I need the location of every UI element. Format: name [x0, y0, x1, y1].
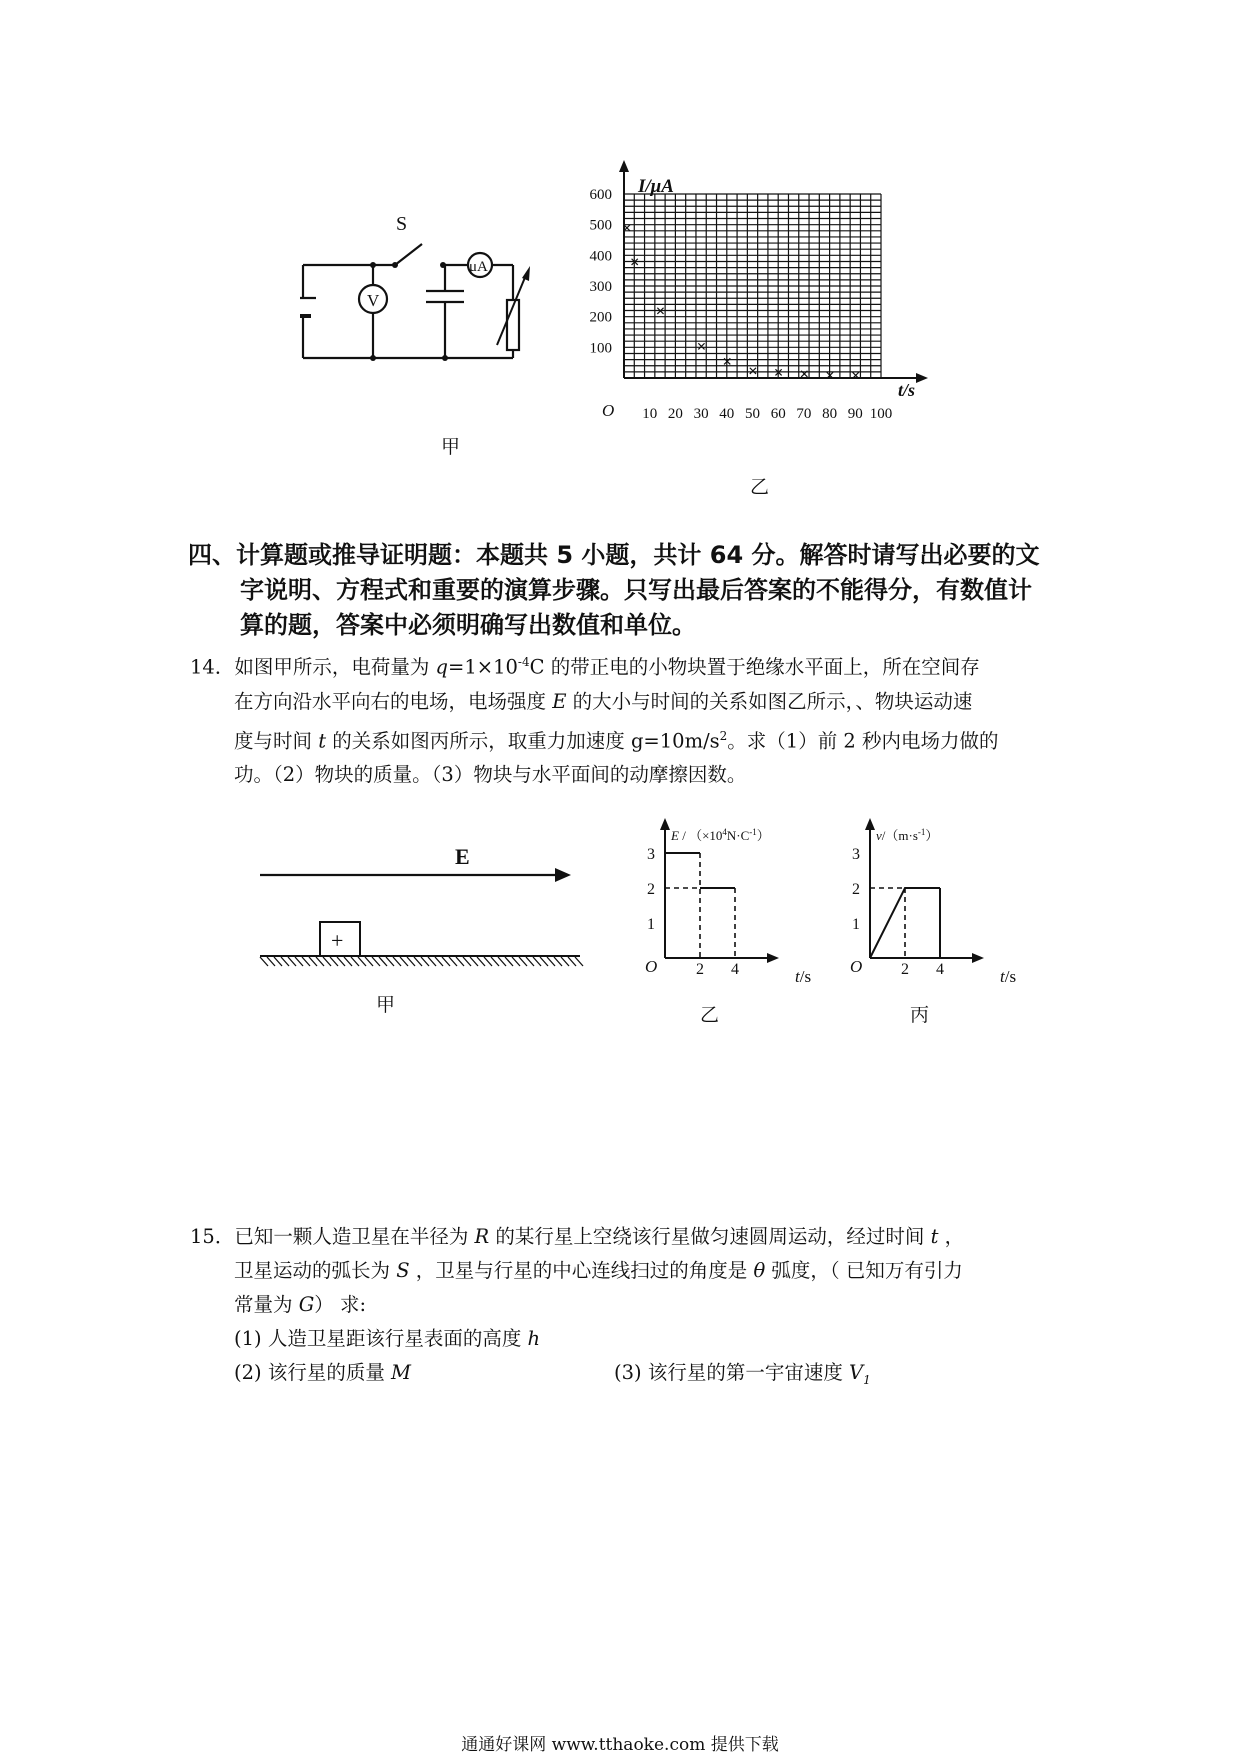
- ground-hatch: [554, 957, 562, 966]
- page-footer: 通通好课网 www.tthaoke.com 提供下载: [461, 1735, 779, 1755]
- y-tick-label: 300: [589, 279, 612, 295]
- ground-hatch: [414, 957, 422, 966]
- x-tick-label: 10: [642, 406, 658, 422]
- switch-label: S: [396, 213, 408, 235]
- y-tick-label: 2: [647, 881, 655, 898]
- data-point-marker: ×: [773, 362, 784, 382]
- y-tick-label: 400: [589, 248, 612, 265]
- y-tick-label: 3: [647, 846, 655, 863]
- velocity-time-graph: [850, 800, 1050, 985]
- x-axis-label-unit: /s: [1004, 967, 1017, 985]
- ground-hatch: [428, 957, 436, 966]
- y-tick-label: 1: [647, 916, 655, 933]
- x-axis-label-variable: t: [795, 967, 800, 985]
- question-14: [190, 645, 1070, 792]
- ground-hatch: [365, 957, 373, 966]
- ground-hatch: [568, 957, 576, 966]
- origin-label: O: [602, 401, 615, 420]
- data-point-marker: ×: [722, 352, 733, 372]
- field-block-diagram: [255, 830, 595, 970]
- grid: [624, 194, 881, 381]
- y-tick-label: 200: [589, 309, 612, 326]
- x-tick-label: 80: [822, 406, 838, 422]
- ground-hatch: [302, 957, 310, 966]
- ground-hatch: [575, 957, 583, 966]
- ground-hatch: [274, 957, 282, 966]
- x-tick-label: 90: [847, 406, 863, 422]
- y-axis-label-unit: N·C: [726, 828, 750, 843]
- ground-hatch: [351, 957, 359, 966]
- x-tick-label: 2: [696, 961, 704, 978]
- ground-hatch: [470, 957, 478, 966]
- q15-line-2: 卫星运动的弧长为 S ，卫星与行星的中心连线扫过的角度是 θ 弧度，（ 已知万有引力: [234, 1259, 963, 1282]
- ground-hatch: [533, 957, 541, 966]
- y-tick-label: 500: [589, 217, 612, 234]
- ground-hatch: [337, 957, 345, 966]
- q14-number: 14．: [190, 655, 235, 679]
- data-point-marker: ×: [622, 218, 632, 238]
- section-title-line-2: 字说明、方程式和重要的演算步骤。只写出最后答案的不能得分，有数值计: [240, 576, 1032, 604]
- ground-hatch: [323, 957, 331, 966]
- x-tick-label: 20: [667, 406, 683, 422]
- data-point-marker: ×: [629, 252, 640, 272]
- y-axis-label-bracket: ）: [756, 828, 770, 843]
- field-time-graph: [645, 800, 850, 985]
- question-15: [190, 1220, 1070, 1397]
- y-axis-arrow: [865, 818, 875, 830]
- q15-sub-1: (1) 人造卫星距该行星表面的高度 h: [234, 1327, 541, 1350]
- ground-hatch: [421, 957, 429, 966]
- y-axis-label-exponent: -1: [917, 827, 926, 837]
- graph-caption: 乙: [750, 476, 770, 498]
- y-axis-arrow: [619, 160, 629, 172]
- y-axis-label-unit: /（m·s: [881, 828, 918, 843]
- x-tick-label: 2: [901, 961, 909, 978]
- data-point-marker: ×: [799, 364, 810, 384]
- ground-hatch: [519, 957, 527, 966]
- x-tick-label: 4: [731, 961, 739, 978]
- x-tick-label: 50: [745, 406, 760, 422]
- ground-hatch: [442, 957, 450, 966]
- x-tick-label: 40: [719, 406, 735, 422]
- ground-hatch: [386, 957, 394, 966]
- ground-hatch: [379, 957, 387, 966]
- section-title-line-1: 四、计算题或推导证明题：本题共 5 小题，共计 64 分。解答时请写出必要的文: [188, 541, 1040, 569]
- y-tick-label: 600: [589, 187, 612, 203]
- ground-hatch: [267, 957, 275, 966]
- ground-hatch: [456, 957, 464, 966]
- charge-sign: +: [331, 928, 344, 953]
- x-tick-label: 70: [796, 406, 812, 422]
- ground-hatch: [540, 957, 548, 966]
- x-axis-arrow: [972, 953, 984, 963]
- section-title: [188, 538, 1068, 643]
- ground-hatch: [372, 957, 380, 966]
- y-tick-label: 1: [852, 916, 860, 933]
- voltmeter-label: V: [367, 291, 380, 310]
- q14-line-4: 功。（2）物块的质量。（3）物块与水平面间的动摩擦因数。: [234, 763, 747, 786]
- y-tick-label: 2: [852, 881, 860, 898]
- x-axis-arrow: [767, 953, 779, 963]
- q14-line-2: 在方向沿水平向右的电场，电场强度 E 的大小与时间的关系如图乙所示，、物块运动速: [234, 689, 973, 713]
- q15-number: 15．: [190, 1225, 235, 1248]
- circuit-caption: 甲: [441, 436, 461, 458]
- origin-label: O: [850, 957, 863, 976]
- ground-hatch: [330, 957, 338, 966]
- ground-hatch: [435, 957, 443, 966]
- ground-hatch: [491, 957, 499, 966]
- x-tick-label: 4: [936, 961, 944, 978]
- circuit-diagram: [300, 200, 600, 450]
- x-tick-label: 100: [869, 406, 893, 422]
- section-title-line-3: 算的题，答案中必须明确写出数值和单位。: [240, 611, 696, 639]
- ground-hatch: [281, 957, 289, 966]
- y-tick-label: 3: [852, 846, 860, 863]
- q15-line-1: 15．已知一颗人造卫星在半径为 R 的某行星上空绕该行星做匀速圆周运动，经过时间 t ，: [190, 1225, 965, 1248]
- ground-hatch: [344, 957, 352, 966]
- ground-hatch: [449, 957, 457, 966]
- field-graph-caption: 乙: [700, 1004, 720, 1026]
- ground-hatch: [463, 957, 471, 966]
- ground-hatch: [498, 957, 506, 966]
- ground-hatch: [316, 957, 324, 966]
- y-axis-label-exponent: -1: [749, 827, 757, 837]
- field-label: E: [455, 844, 470, 869]
- data-point-marker: ×: [825, 365, 835, 385]
- x-tick-label: 30: [693, 406, 709, 422]
- q15-line-3: 常量为 G） 求:: [234, 1293, 367, 1316]
- ground-hatch: [393, 957, 401, 966]
- ground-hatch: [288, 957, 296, 966]
- q15-sub-3: (3) 该行星的第一宇宙速度 $V_1$: [614, 1361, 871, 1387]
- x-axis-arrow: [916, 373, 928, 383]
- ground-hatch: [309, 957, 317, 966]
- ground-hatch: [400, 957, 408, 966]
- q15-sub-2: (2) 该行星的质量 M: [234, 1361, 411, 1384]
- y-axis-label: [876, 827, 938, 843]
- ground-hatch: [477, 957, 485, 966]
- x-tick-label: 60: [770, 406, 786, 422]
- y-axis-arrow: [660, 818, 670, 830]
- origin-label: O: [645, 957, 658, 976]
- y-axis-label-text: / （×10: [678, 828, 723, 843]
- x-axis-label: [795, 967, 811, 985]
- x-axis-label: [1000, 967, 1016, 985]
- x-axis-label-unit: /s: [799, 967, 812, 985]
- data-point-marker: ×: [696, 336, 707, 356]
- data-point-marker: ×: [748, 361, 758, 381]
- ground-hatch: [295, 957, 303, 966]
- ground-hatch: [358, 957, 366, 966]
- velocity-graph-caption: 丙: [910, 1004, 930, 1026]
- q14-line-1: 14．如图甲所示，电荷量为 $q=1\times 10^{-4}C$ 的带正电的小物块置于绝缘水平面上，所在空间存: [190, 655, 980, 679]
- data-point-marker: ×: [655, 301, 666, 321]
- x-axis-label-variable: t: [1000, 967, 1005, 985]
- ground-hatch: [260, 957, 268, 966]
- y-axis-label-bracket: ）: [925, 828, 939, 843]
- current-time-graph: [580, 160, 940, 450]
- y-axis-label-variable: v: [876, 828, 882, 843]
- y-axis-label: [670, 827, 770, 843]
- q15-sub-2-3: [190, 1356, 1070, 1397]
- ground-hatch: [561, 957, 569, 966]
- data-point-marker: ×: [850, 365, 861, 385]
- ground-hatch: [512, 957, 520, 966]
- ground-hatch: [484, 957, 492, 966]
- ground-hatch: [547, 957, 555, 966]
- q14-line-3: 度与时间 t 的关系如图丙所示，取重力加速度 $g=10m/s^2$。求（1）前 2 秒内电场力做的: [234, 728, 999, 752]
- ground-hatch: [505, 957, 513, 966]
- y-axis-label-exponent: 4: [722, 827, 727, 837]
- ground-hatch: [526, 957, 534, 966]
- y-tick-label: 100: [589, 340, 612, 357]
- ammeter-label: μA: [469, 259, 488, 275]
- x-axis-label: t/s: [898, 380, 916, 400]
- field-diagram-caption: 甲: [376, 994, 396, 1016]
- y-axis-label-variable: E: [671, 828, 679, 843]
- y-axis-label: I/μA: [638, 176, 674, 197]
- ground-hatch: [407, 957, 415, 966]
